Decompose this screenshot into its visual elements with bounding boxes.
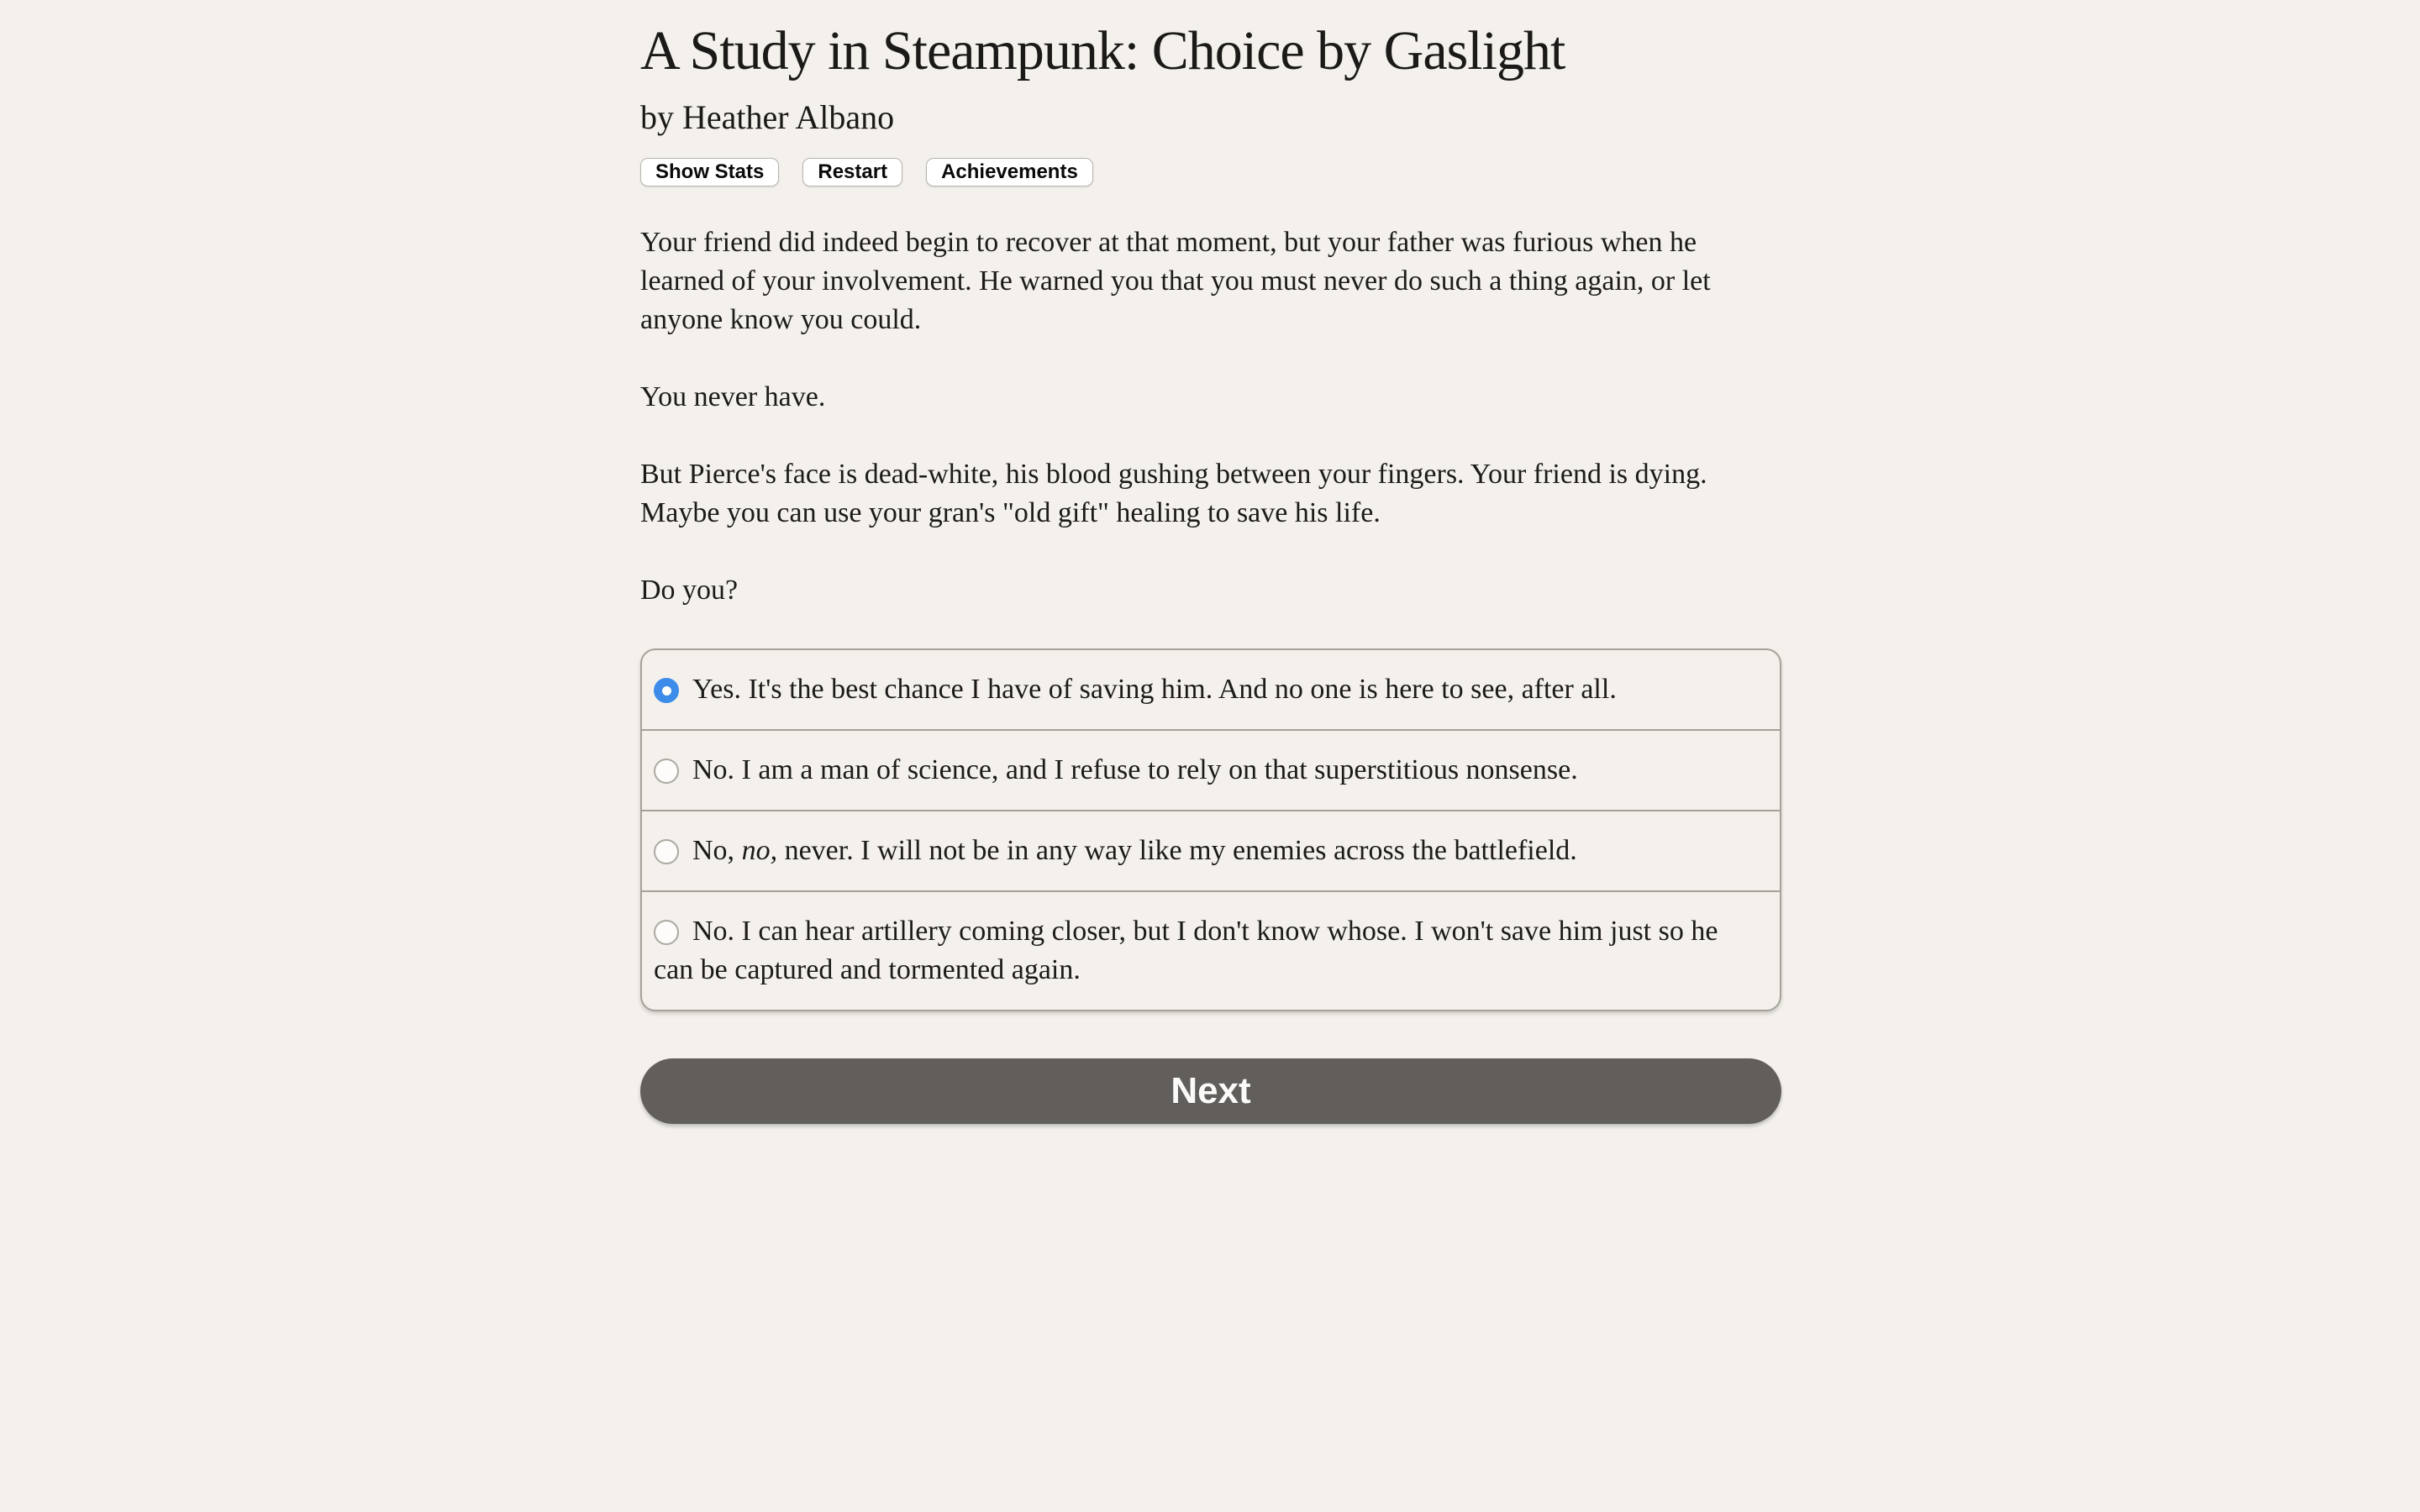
story-prompt: Do you? (640, 575, 739, 606)
story-paragraph: Your friend did indeed begin to recover at that moment, but your father was furious when he learned of your involvement. He warned you that you must never do such a thing again, or let anyone know you could. (640, 227, 1711, 335)
choice-option-label: Yes. It's the best chance I have of saving him. And no one is here to see, after all. (692, 674, 1617, 705)
page-title: A Study in Steampunk: Choice by Gaslight (640, 20, 1565, 81)
story-paragraph: But Pierce's face is dead-white, his blood gushing between your fingers. Your friend is dying. Maybe you can use your gran's "old gift" healing to save his life. (640, 459, 1707, 528)
achievements-button[interactable]: Achievements (926, 158, 1093, 186)
choice-option-label: No, (692, 835, 742, 866)
radio-button[interactable] (654, 839, 679, 864)
radio-button[interactable] (654, 678, 679, 703)
story-text (640, 223, 1781, 610)
restart-button[interactable]: Restart (802, 158, 902, 186)
show-stats-button[interactable]: Show Stats (640, 158, 779, 186)
choice-option-4[interactable] (642, 892, 1780, 1010)
choice-option-label: No. I am a man of science, and I refuse to rely on that superstitious nonsense. (692, 754, 1578, 785)
radio-dot-icon (662, 686, 671, 696)
radio-button[interactable] (654, 920, 679, 945)
story-column (640, 0, 1781, 1124)
author-byline: by Heather Albano (640, 98, 895, 136)
choice-option-label: No. I can hear artillery coming closer, but I don't know whose. I won't save him just so he can be captured and tormented again. (654, 916, 1718, 985)
story-paragraph: You never have. (640, 381, 826, 412)
next-button[interactable]: Next (640, 1058, 1781, 1124)
toolbar (640, 158, 1781, 186)
choice-option-3[interactable]: No, no, never. I will not be in any way like my enemies across the battlefield. (642, 811, 1780, 892)
radio-button[interactable] (654, 759, 679, 784)
choice-option-1[interactable] (642, 650, 1780, 731)
choice-list (640, 648, 1781, 1011)
choice-option-2[interactable] (642, 731, 1780, 811)
